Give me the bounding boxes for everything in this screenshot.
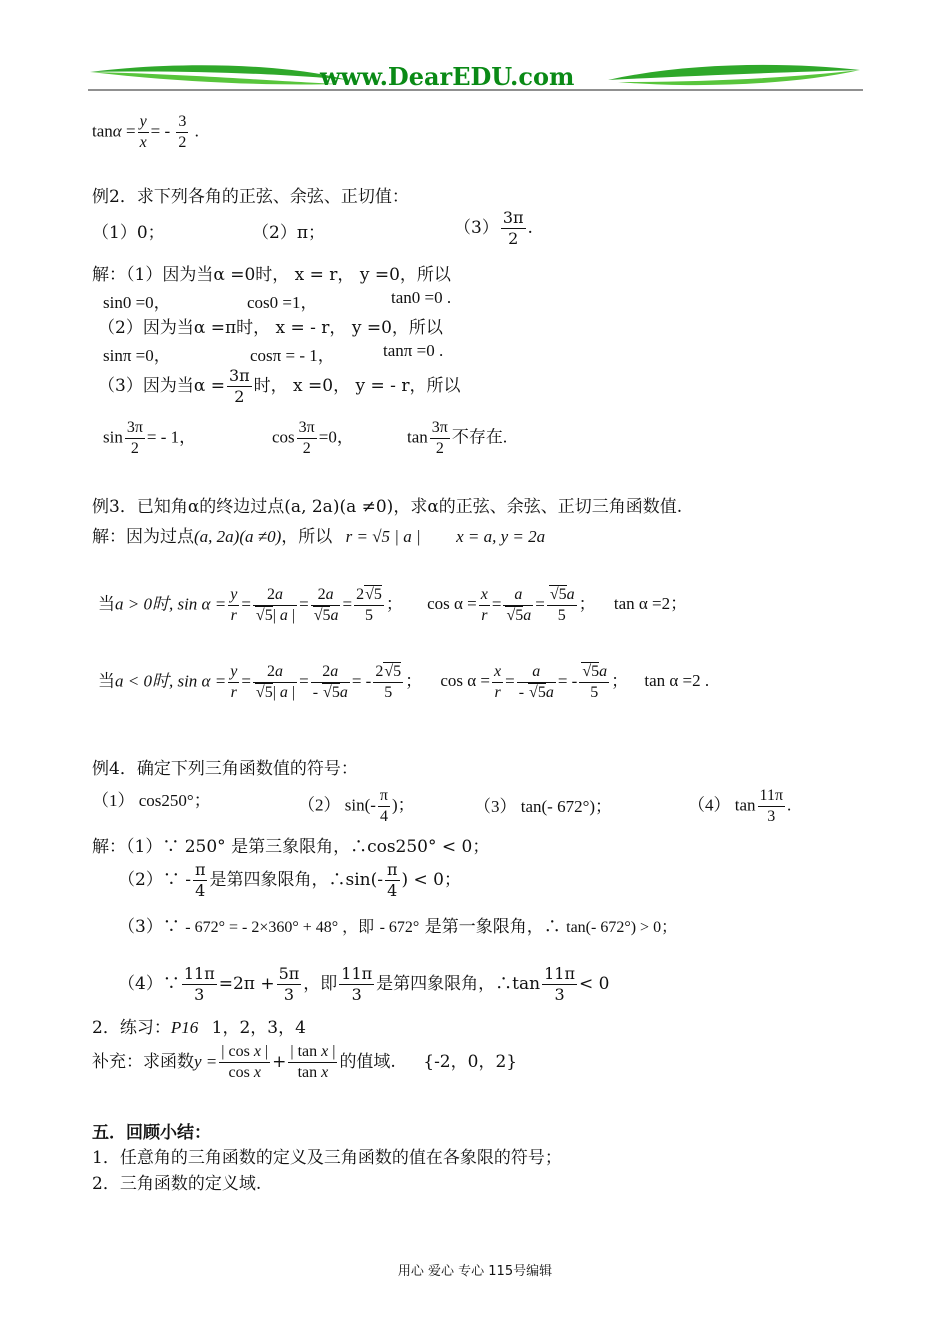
summary-item-1: 1．任意角的三角函数的定义及三角函数的值在各象限的符号；: [92, 1148, 562, 1168]
ex2-q2: （2）π；: [252, 223, 325, 243]
ex4-a2: （2）∵ - $\frac{\pi}{4}$ 是第四象限角，∴sin(- $\frac{\pi}{4}$ ) < 0；: [118, 860, 461, 900]
page-footer: 用心 爱心 专心 115号编辑: [397, 1264, 553, 1279]
ex3-case-positive: 当a > 0时, sin α = $\frac{y}{r}$ = $\frac{2a}{√5| a |}$ = $\frac{2a}{√5a}$ = $\frac{2√5}{5}$ ； cos α = $\frac{x}{r}$ = $\frac{a}{√5a}$ = $\frac{√5a}{5}$ ； tan α =2；: [98, 586, 688, 624]
ex4-a3: （3）∵ - 672° = - 2×360° + 48° ，即 - 672° 是第一象限角，∴ tan(- 672°) > 0；: [118, 917, 678, 937]
ex2-title: 例2．求下列各角的正弦、余弦、正切值：: [92, 187, 409, 207]
ex2-questions: [92, 208, 533, 248]
ex2-s1: sin0 =0，: [103, 293, 171, 312]
ex2-p2: （2）因为当α =π时， x = - r， y =0，所以: [98, 318, 443, 338]
ex4-a4: （4）∵ $\frac{11\pi}{3}$ =2π + $\frac{5\pi}{3}$ ，即 $\frac{11\pi}{3}$ 是第四象限角，∴tan $\frac{11\pi}{3}$ < 0: [118, 964, 610, 1004]
summary-title: 五．回顾小结：: [92, 1123, 211, 1143]
ex3-case-negative: 当a < 0时, sin α = $\frac{y}{r}$ = $\frac{2a}{√5| a |}$ = $\frac{2a}{- √5a}$ = - $\frac{2√5}{5}$ ； cos α = $\frac{x}{r}$ = $\frac{a}{- √5a}$ = - $\frac{√5a}{5}$ ； tan α =2 .: [98, 663, 710, 701]
ex2-s2c: tanπ =0 .: [383, 341, 444, 360]
ex2-s1c: tan0 =0 .: [391, 288, 452, 307]
top-tan-expression: tanα = $\frac{y}{x}$ = - $\frac{3}{2}$ .: [92, 113, 199, 151]
ex2-s1b: cos0 =1，: [247, 293, 318, 312]
ex2-p3: （3）因为当α = $\frac{3\pi}{2}$ 时， x =0， y = - r，所以: [98, 366, 461, 406]
header-banner: [88, 60, 863, 100]
practice-line: 2．练习：P16 1，2，3，4: [92, 1018, 306, 1038]
ex2-s2b: cosπ = - 1，: [250, 346, 335, 365]
site-logo-text: www.DearEDU.com: [320, 62, 575, 91]
ex2-s2: sinπ =0，: [103, 346, 171, 365]
ex3-title: 例3．已知角α的终边过点(a, 2a)(a ≠0)，求α的正弦、余弦、正切三角函数值.: [92, 497, 683, 517]
ex3-sol: 解：因为过点(a, 2a)(a ≠0)，所以 r = √5 | a | x = a, y = 2a: [92, 527, 546, 547]
ex2-s3b: cos $\frac{3\pi}{2}$ =0，: [272, 419, 354, 457]
ex2-s3c: tan $\frac{3\pi}{2}$ 不存在.: [407, 419, 508, 457]
supplement-line: 补充：求函数y = $\frac{\text{| cos x |}}{\text{cos x}}$ + $\frac{\text{| tan x |}}{\text{tan x}}$ 的值域. {-2，0，2}: [92, 1043, 518, 1081]
ex2-sol-intro: 解：（1）因为当α =0时， x = r， y =0，所以: [92, 265, 451, 285]
ex4-items: （1） cos250°； （2） sin(- $\frac{\pi}{4}$ )； （3） tan(- 672°)； （4） tan $\frac{11\pi}{3}$ .: [92, 787, 792, 825]
ex2-s3a: sin $\frac{3\pi}{2}$ = - 1，: [103, 419, 197, 457]
ex4-title: 例4．确定下列三角函数值的符号：: [92, 759, 358, 779]
ex2-q1: （1）0；: [92, 223, 165, 243]
ex4-a1: 解：（1）∵ 250° 是第三象限角，∴cos250° < 0；: [92, 837, 490, 857]
ex2-q3: （3） $\frac{3\pi}{2}$ .: [454, 208, 533, 248]
summary-item-2: 2．三角函数的定义域.: [92, 1174, 262, 1194]
